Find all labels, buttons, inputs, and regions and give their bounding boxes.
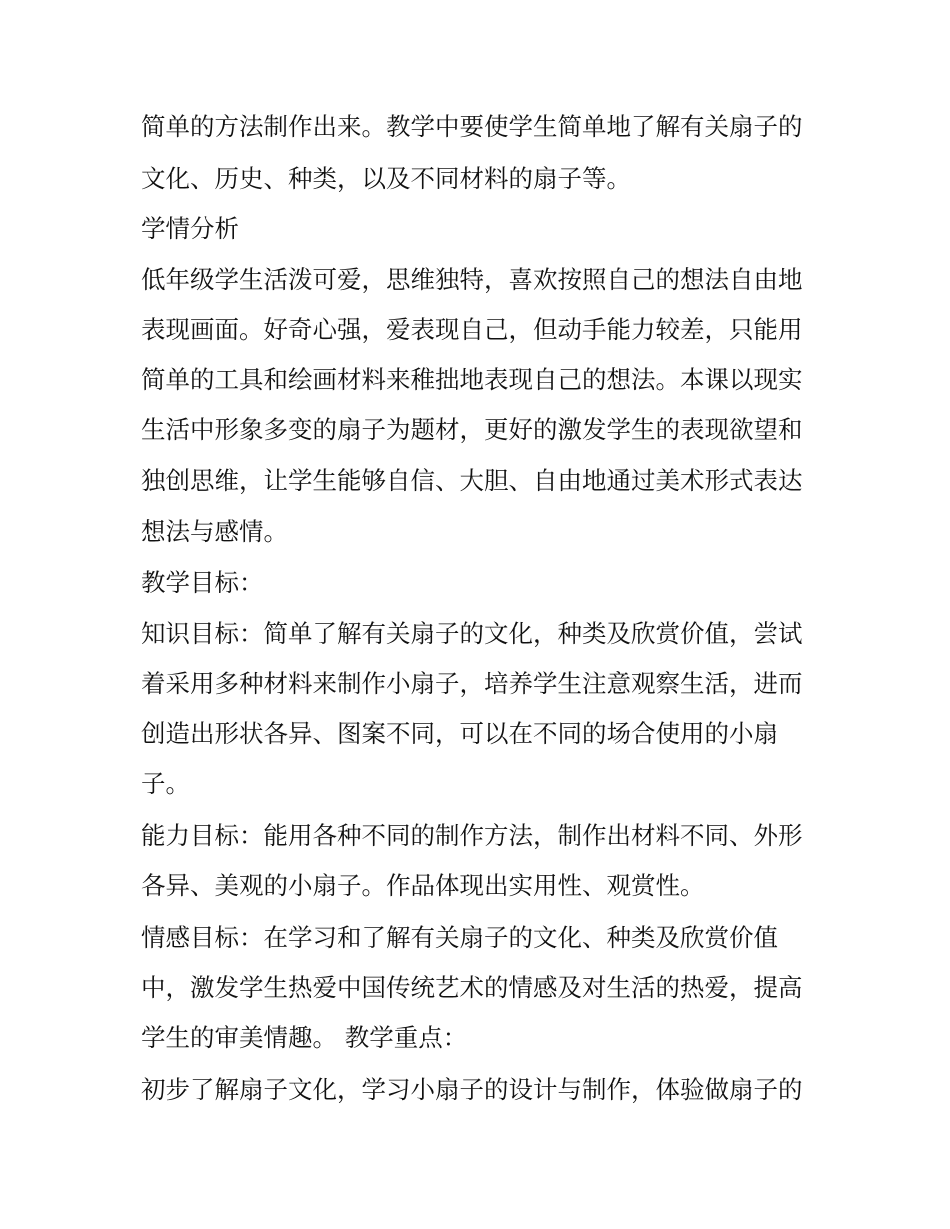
text-line: 生活中形象多变的扇子为题材，更好的激发学生的表现欲望和 [141,415,803,444]
text-line: 简单的方法制作出来。教学中要使学生简单地了解有关扇子的 [141,112,803,141]
text-line: 初步了解扇子文化，学习小扇子的设计与制作，体验做扇子的 [141,1075,803,1104]
text-line: 各异、美观的小扇子。作品体现出实用性、观赏性。 [141,871,705,900]
text-line: 想法与感情。 [141,517,288,546]
text-line: 能力目标：能用各种不同的制作方法，制作出材料不同、外形 [141,821,803,850]
text-line: 子。 [141,769,190,798]
text-line: 知识目标：简单了解有关扇子的文化，种类及欣赏价值，尝试 [141,619,803,648]
section-heading-learner-analysis: 学情分析 [141,214,239,243]
text-line: 简单的工具和绘画材料来稚拙地表现自己的想法。本课以现实 [141,365,803,394]
text-line: 创造出形状各异、图案不同，可以在不同的场合使用的小扇 [141,719,778,748]
text-line: 文化、历史、种类，以及不同材料的扇子等。 [141,164,631,193]
section-heading-teaching-goals: 教学目标： [141,568,264,597]
text-line: 着采用多种材料来制作小扇子，培养学生注意观察生活，进而 [141,669,803,698]
text-line: 中，激发学生热爱中国传统艺术的情感及对生活的热爱，提高 [141,973,803,1002]
text-line: 表现画面。好奇心强，爱表现自己，但动手能力较差，只能用 [141,315,803,344]
text-line: 独创思维，让学生能够自信、大胆、自由地通过美术形式表达 [141,466,803,495]
text-line: 学生的审美情趣。 教学重点： [141,1023,468,1052]
text-line: 情感目标：在学习和了解有关扇子的文化、种类及欣赏价值 [141,923,778,952]
text-line: 低年级学生活泼可爱，思维独特，喜欢按照自己的想法自由地 [141,265,803,294]
